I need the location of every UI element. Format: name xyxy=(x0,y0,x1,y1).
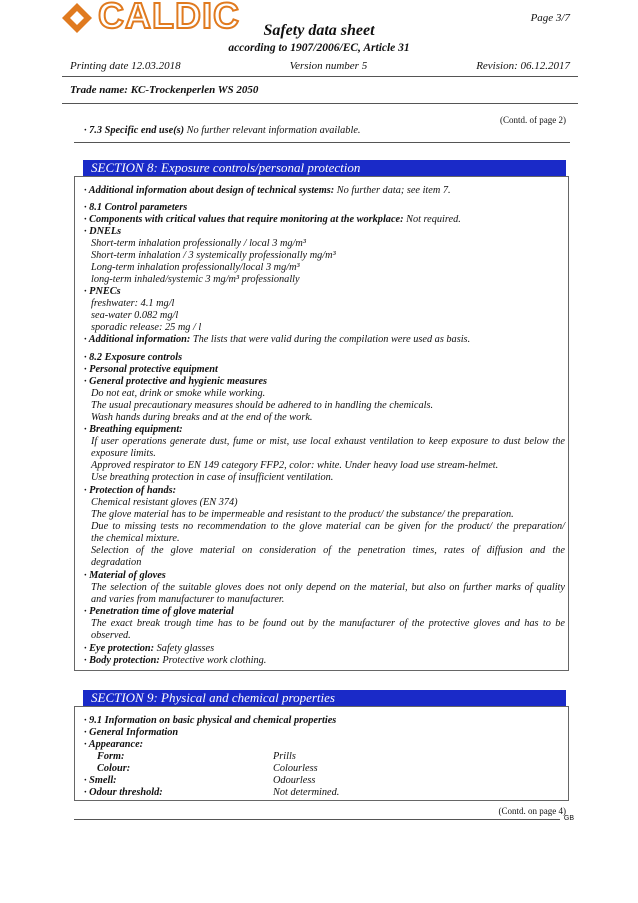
section-9-header: SECTION 9: Physical and chemical properties xyxy=(83,690,566,706)
property-label: Form: xyxy=(97,751,125,762)
country-code: GB xyxy=(563,815,574,822)
label: · Components with critical values that require monitoring at the workplace: xyxy=(84,214,404,225)
document-title: Safety data sheet xyxy=(263,22,375,39)
property-value: Odourless xyxy=(273,775,316,786)
label: · Body protection: xyxy=(84,655,160,666)
property-value: Colourless xyxy=(273,763,318,774)
property-value: Prills xyxy=(273,751,296,762)
hands-line: degradation xyxy=(91,557,142,568)
body-protection xyxy=(84,655,266,667)
hands-line: the chemical mixture. xyxy=(91,533,180,544)
gloves-material-heading: · Material of gloves xyxy=(84,570,166,581)
hygiene-line: The usual precautionary measures should be adhered to in handling the chemicals. xyxy=(91,400,434,411)
page-number: Page 3/7 xyxy=(530,12,570,24)
section-8-header: SECTION 8: Exposure controls/personal protection xyxy=(83,160,566,176)
section-7-divider xyxy=(74,142,570,143)
property-label: · Odour threshold: xyxy=(84,787,163,798)
basic-properties-heading: · 9.1 Information on basic physical and chemical properties xyxy=(84,715,337,726)
gloves-material-line: The selection of the suitable gloves does not only depend on the material, but also on further marks of quality xyxy=(91,582,565,593)
hygiene-heading: · General protective and hygienic measures xyxy=(84,376,268,387)
hands-heading: · Protection of hands: xyxy=(84,485,177,496)
text: No further relevant information available. xyxy=(184,125,361,136)
hands-line: Chemical resistant gloves (EN 374) xyxy=(91,497,238,508)
pnec-line: sea-water 0.082 mg/l xyxy=(91,310,179,321)
components-critical xyxy=(84,214,461,226)
control-parameters: · 8.1 Control parameters xyxy=(84,202,188,213)
section-7-3 xyxy=(84,125,360,137)
hands-line: Selection of the glove material on consideration of the penetration times, rates of diffusion and the xyxy=(91,545,565,556)
gloves-material-line: and varies from manufacturer to manufacturer. xyxy=(91,594,285,605)
continued-on: (Contd. on page 4) xyxy=(498,806,566,816)
eye-protection xyxy=(84,643,214,655)
revision-date: Revision: 06.12.2017 xyxy=(476,60,570,72)
property-label: · Smell: xyxy=(84,775,117,786)
document-subtitle: according to 1907/2006/EC, Article 31 xyxy=(228,42,410,54)
label: · Eye protection: xyxy=(84,643,155,654)
general-information: · General Information xyxy=(84,727,179,738)
hands-line: The glove material has to be impermeable and resistant to the product/ the substance/ the preparation. xyxy=(91,509,514,520)
hygiene-line: Do not eat, drink or smoke while working. xyxy=(91,388,266,399)
additional-information xyxy=(84,334,470,346)
dnel-line: Short-term inhalation professionally / local 3 mg/m³ xyxy=(91,238,306,249)
breathing-line: Use breathing protection in case of insufficient ventilation. xyxy=(91,472,334,483)
breathing-line: exposure limits. xyxy=(91,448,156,459)
dnel-line: Short-term inhalation / 3 systemically professionally mg/m³ xyxy=(91,250,336,261)
printing-date: Printing date 12.03.2018 xyxy=(70,60,181,72)
breathing-line: Approved respirator to EN 149 category FFP2, color: white. Under heavy load use stream-helmet. xyxy=(91,460,499,471)
trade-divider xyxy=(62,103,578,104)
exposure-controls: · 8.2 Exposure controls xyxy=(84,352,183,363)
text: No further data; see item 7. xyxy=(334,185,451,196)
pnecs-heading: · PNECs xyxy=(84,286,121,297)
label: · Additional information: xyxy=(84,334,191,345)
appearance-heading: · Appearance: xyxy=(84,739,144,750)
breathing-line: If user operations generate dust, fume or mist, use local exhaust ventilation to keep exposure to dust below the xyxy=(91,436,565,447)
dnel-line: Long-term inhalation professionally/local 3 mg/m³ xyxy=(91,262,300,273)
hygiene-line: Wash hands during breaks and at the end of the work. xyxy=(91,412,313,423)
text: Protective work clothing. xyxy=(159,655,267,666)
header-divider xyxy=(62,76,578,77)
add-info-design xyxy=(84,185,451,197)
text: Safety glasses xyxy=(154,643,215,654)
label: · Additional information about design of technical systems: xyxy=(84,185,335,196)
dnel-line: long-term inhaled/systemic 3 mg/m³ professionally xyxy=(91,274,300,285)
label: · 7.3 Specific end use(s) xyxy=(84,125,185,136)
dnels-heading: · DNELs xyxy=(84,226,122,237)
pnec-line: freshwater: 4.1 mg/l xyxy=(91,298,175,309)
version-number: Version number 5 xyxy=(289,60,368,72)
penetration-line: The exact break trough time has to be found out by the manufacturer of the protective gloves and has to be xyxy=(91,618,565,629)
property-label: Colour: xyxy=(97,763,131,774)
penetration-heading: · Penetration time of glove material xyxy=(84,606,234,617)
text: Not required. xyxy=(403,214,461,225)
trade-name: Trade name: KC-Trockenperlen WS 2050 xyxy=(70,84,259,96)
continued-from: (Contd. of page 2) xyxy=(500,115,566,125)
breathing-heading: · Breathing equipment: xyxy=(84,424,183,435)
text: The lists that were valid during the compilation were used as basis. xyxy=(190,334,471,345)
penetration-line: observed. xyxy=(91,630,131,641)
property-value: Not determined. xyxy=(273,787,340,798)
footer-divider xyxy=(74,819,560,820)
pnec-line: sporadic release: 25 mg / l xyxy=(91,322,202,333)
ppe-heading: · Personal protective equipment xyxy=(84,364,218,375)
hands-line: Due to missing tests no recommendation to the glove material can be given for the product/ the preparation/ xyxy=(91,521,565,532)
logo-text: CALDIC xyxy=(98,0,240,36)
document-meta xyxy=(70,60,570,72)
